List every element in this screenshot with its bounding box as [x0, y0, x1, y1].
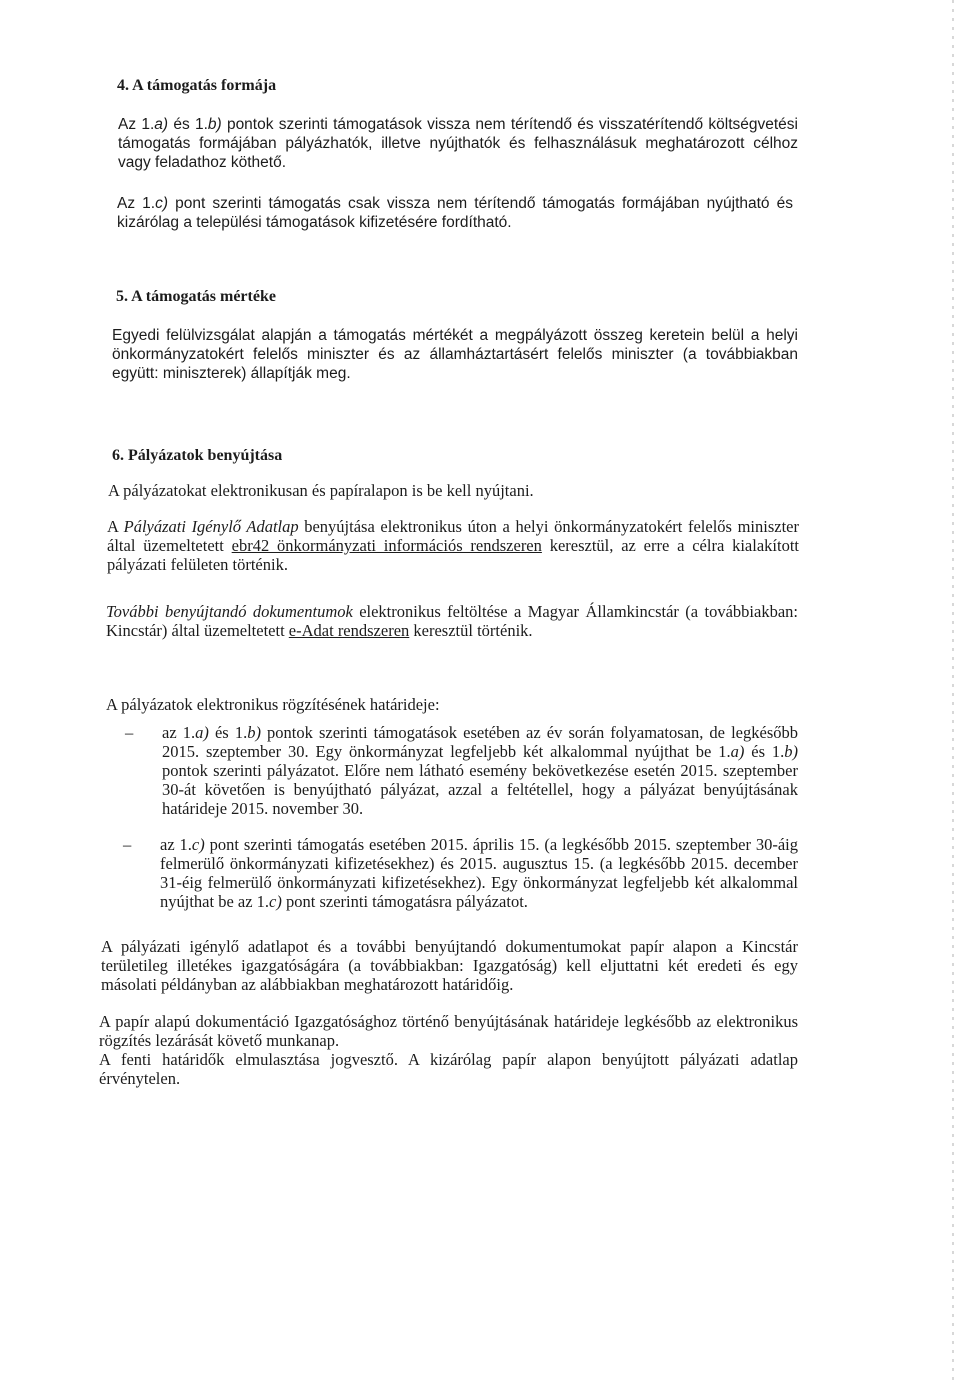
- scan-edge-marks: [952, 0, 954, 1381]
- section-4-heading: 4. A támogatás formája: [117, 77, 277, 94]
- section-6-paragraph-5: A papír alapú dokumentáció Igazgatósághoz történő benyújtásának határideje legkésőbb az elektronikus rögzítés lezárását követő munkanap.: [99, 1012, 798, 1050]
- bullet-dash-2: –: [123, 835, 132, 854]
- section-4-paragraph-1: Az 1.a) és 1.b) pontok szerinti támogatások vissza nem térítendő és visszatérítendő költségvetési támogatás formájában pályázhatók, illetve nyújthatók és felhasználásuk meghatározott célhoz vagy feladathoz köthető.: [118, 116, 798, 171]
- section-6-paragraph-2: A Pályázati Igénylő Adatlap benyújtása elektronikus úton a helyi önkormányzatokért felelős miniszter által üzemeltetett ebr42 önkormányzati információs rendszeren keresztül, az erre a célra kialakított pályázati felületen történik.: [107, 517, 799, 574]
- section-5-paragraph: Egyedi felülvizsgálat alapján a támogatás mértékét a megpályázott összeg keretein belül a helyi önkormányzatokért felelős miniszter és az államháztartásért felelős miniszter (a továbbiakban együtt: miniszterek) állapítják meg.: [112, 327, 798, 382]
- section-5-heading: 5. A támogatás mértéke: [116, 288, 276, 305]
- deadline-bullet-1: az 1.a) és 1.b) pontok szerinti támogatások esetében az év során folyamatosan, de legkésőbb 2015. szeptember 30. Egy önkormányzat legfeljebb két alkalommal nyújthat be 1.a) és 1.b) pontok szerinti pályázatot. Előre nem látható esemény bekövetkezése esetén 2015. szeptember 30-át követően is benyújtható pályázat, azzal a feltétellel, hogy a pályázat benyújtásának határideje 2015. november 30.: [162, 723, 798, 818]
- section-6-paragraph-6: A fenti határidők elmulasztása jogvesztő. A kizárólag papír alapon benyújtott pályázati adatlap érvénytelen.: [99, 1050, 798, 1088]
- deadline-bullet-2: az 1.c) pont szerinti támogatás esetében 2015. április 15. (a legkésőbb 2015. szeptember 30-áig felmerülő önkormányzati kifizetésekhez) és 2015. augusztus 15. (a legkésőbb 2015. december 31-éig felmerülő önkormányzati kifizetésekhez). Egy önkormányzat legfeljebb két alkalommal nyújthat be az 1.c) pont szerinti támogatásra pályázatot.: [160, 835, 798, 911]
- deadline-heading: A pályázatok elektronikus rögzítésének határideje:: [106, 695, 440, 714]
- bullet-dash-1: –: [125, 723, 134, 742]
- section-4-paragraph-2: Az 1.c) pont szerinti támogatás csak vissza nem térítendő támogatás formájában nyújtható és kizárólag a települési támogatások kifizetésére fordítható.: [117, 195, 793, 231]
- section-6-heading: 6. Pályázatok benyújtása: [112, 447, 283, 464]
- e-adat-link-text: e-Adat rendszeren: [288, 621, 410, 640]
- section-6-paragraph-4: A pályázati igénylő adatlapot és a további benyújtandó dokumentumokat papír alapon a Kincstár területileg illetékes igazgatóságára (a továbbiakban: Igazgatóság) kell eljuttatni két eredeti és egy másolati példányban az alábbiakban meghatározott határidőig.: [101, 937, 798, 994]
- section-6-paragraph-1: A pályázatokat elektronikusan és papíralapon is be kell nyújtani.: [108, 481, 534, 500]
- section-6-paragraph-3: További benyújtandó dokumentumok elektronikus feltöltése a Magyar Államkincstár (a továbbiakban: Kincstár) által üzemeltetett e-Adat rendszeren keresztül történik.: [106, 602, 798, 640]
- ebr42-link-text: ebr42 önkormányzati információs rendszeren: [231, 536, 542, 555]
